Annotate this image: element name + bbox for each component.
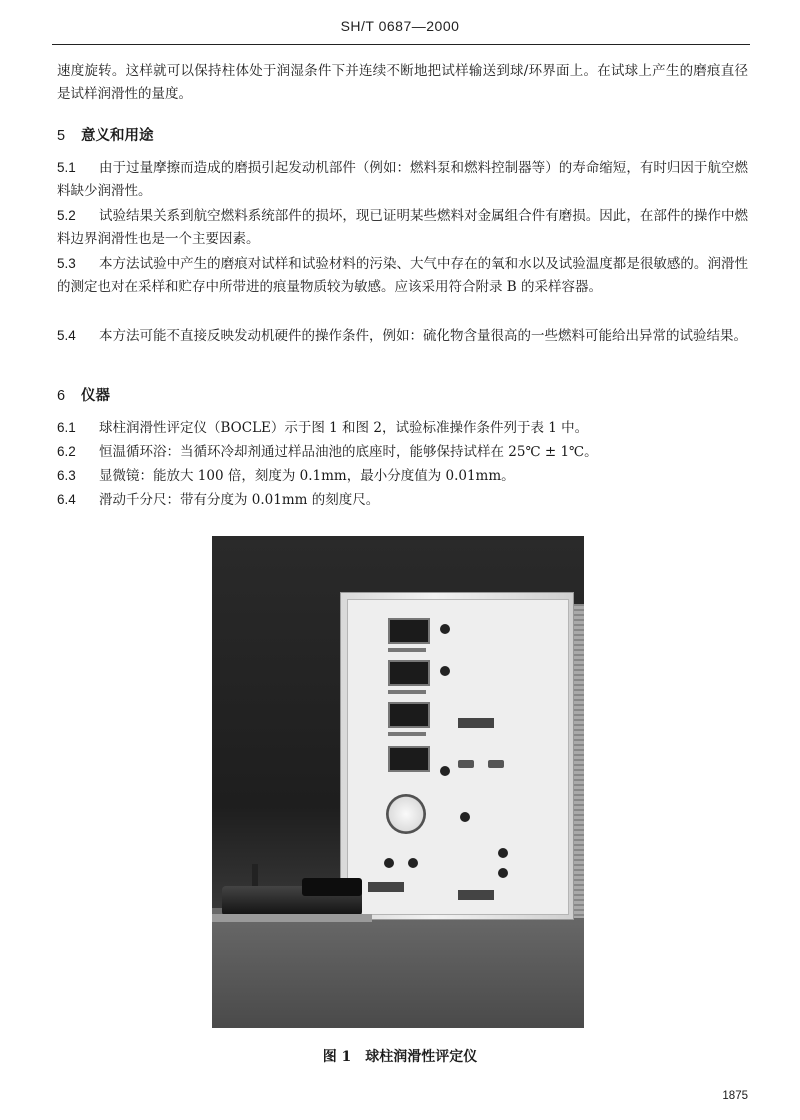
test-rig-cylinder — [302, 878, 362, 896]
item-text: 本方法试验中产生的磨痕对试样和试验材料的污染、大气中存在的氧和水以及试验温度都是很敏感的。润滑性的测定也对在采样和贮存中所带进的痕量物质较为敏感。应该采用符合附录 B 的采样容器。 — [57, 256, 748, 295]
toggle-switch — [488, 760, 504, 768]
figure-caption: 图 1 球柱润滑性评定仪 — [322, 1049, 478, 1065]
item-text: 显微镜：能放大 100 倍，刻度为 0.1mm，最小分度值为 0.01mm。 — [99, 468, 515, 484]
display-label — [388, 648, 426, 652]
item-text: 恒温循环浴：当循环冷却剂通过样品油池的底座时，能够保持试样在 25℃ ± 1℃。 — [99, 444, 598, 460]
section-6-item-2 — [57, 440, 748, 464]
section-6-item-1 — [57, 416, 748, 440]
display-label — [388, 690, 426, 694]
item-number: 5.3 — [57, 256, 76, 271]
section-6-title: 仪器 — [81, 387, 110, 404]
display-label — [388, 732, 426, 736]
adjust-knob — [498, 868, 508, 878]
document-code-header: SH/T 0687—2000 — [340, 18, 460, 34]
item-number: 6.2 — [57, 444, 76, 459]
header-rule — [52, 44, 750, 45]
table-surface — [212, 908, 584, 1028]
adjust-knob — [408, 858, 418, 868]
section-5-title: 意义和用途 — [81, 127, 154, 144]
intro-paragraph — [57, 60, 748, 106]
timer-knob — [460, 812, 470, 822]
digital-display — [388, 660, 430, 686]
label-plate — [458, 890, 494, 900]
section-5-item-1 — [57, 156, 748, 203]
intro-text: 速度旋转。这样就可以保持柱体处于润湿条件下并连续不断地把试样输送到球/环界面上。在试球上产生的磨痕直径是试样润滑性的量度。 — [57, 63, 748, 102]
digital-display — [388, 702, 430, 728]
digital-display — [388, 618, 430, 644]
control-panel — [347, 599, 569, 915]
item-text: 试验结果关系到航空燃料系统部件的损坏，现已证明某些燃料对金属组合件有磨损。因此，在部件的操作中燃料边界润滑性也是一个主要因素。 — [57, 208, 748, 247]
item-text: 本方法可能不直接反映发动机硬件的操作条件，例如：硫化物含量很高的一些燃料可能给出异常的试验结果。 — [99, 328, 747, 344]
item-text: 由于过量摩擦而造成的磨损引起发动机部件（例如：燃料泵和燃料控制器等）的寿命缩短，有时归因于航空燃料缺少润滑性。 — [57, 160, 748, 199]
section-5-item-2 — [57, 204, 748, 251]
adjust-knob — [440, 766, 450, 776]
page-number: 1875 — [722, 1090, 748, 1102]
test-rig-base — [212, 914, 372, 922]
item-number: 6.3 — [57, 468, 76, 483]
item-number: 6.4 — [57, 492, 76, 507]
item-text: 球柱润滑性评定仪（BOCLE）示于图 1 和图 2，试验标准操作条件列于表 1 中。 — [99, 420, 589, 436]
item-number: 6.1 — [57, 420, 76, 435]
section-6-heading — [57, 384, 748, 405]
digital-display — [388, 746, 430, 772]
section-6-number: 6 — [57, 388, 66, 404]
section-6-item-4 — [57, 488, 748, 512]
adjust-knob — [440, 666, 450, 676]
section-5-number: 5 — [57, 128, 66, 144]
gauge-dial — [386, 794, 426, 834]
item-number: 5.2 — [57, 208, 76, 223]
section-5-item-3 — [57, 252, 748, 299]
section-5-heading — [57, 124, 748, 145]
label-plate — [368, 882, 404, 892]
item-text: 滑动千分尺：带有分度为 0.01mm 的刻度尺。 — [99, 492, 380, 508]
bocle-apparatus-photo — [212, 536, 584, 1028]
adjust-knob — [440, 624, 450, 634]
section-6-item-3 — [57, 464, 748, 488]
toggle-switch — [458, 760, 474, 768]
adjust-knob — [498, 848, 508, 858]
item-number: 5.4 — [57, 328, 76, 343]
item-number: 5.1 — [57, 160, 76, 175]
section-5-item-4 — [57, 324, 748, 348]
control-cabinet — [340, 592, 574, 920]
label-plate — [458, 718, 494, 728]
adjust-knob — [384, 858, 394, 868]
